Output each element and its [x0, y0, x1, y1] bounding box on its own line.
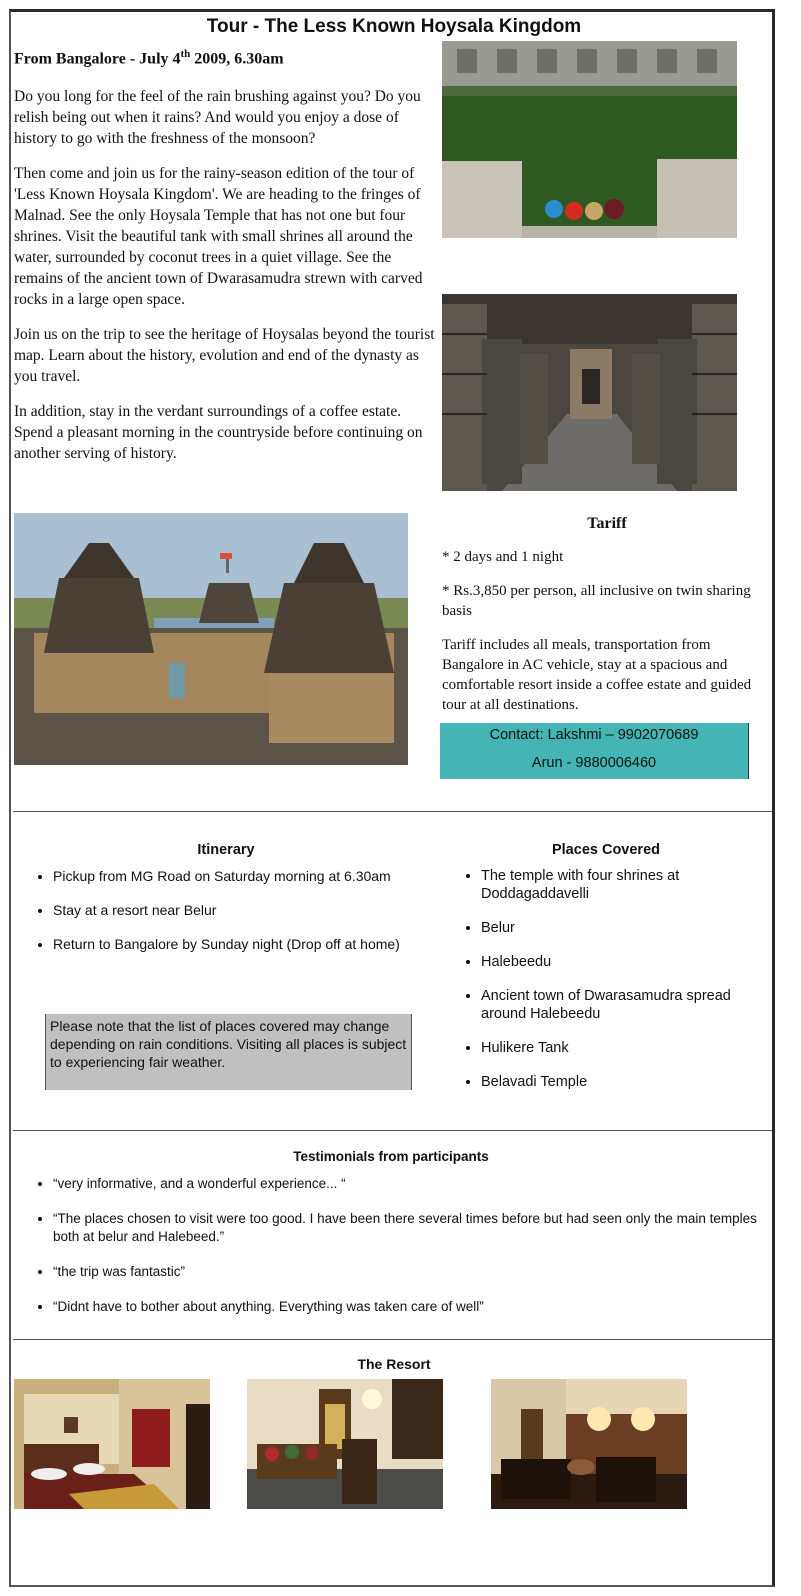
subhead-year-time: 2009, 6.30am: [190, 50, 284, 68]
itinerary-item: • Stay at a resort near Belur: [53, 901, 441, 919]
tour-page: [9, 9, 775, 1587]
itinerary-list: [11, 867, 441, 953]
section-divider: [13, 811, 772, 812]
temple-tank-photo: [442, 41, 737, 238]
intro-paragraph: Join us on the trip to see the heritage of Hoysalas beyond the tourist map. Learn about the history, evolution and end of the dynasty as you travel.: [14, 326, 435, 385]
place-item: • Hulikere Tank: [481, 1039, 771, 1057]
section-divider: [13, 1339, 772, 1340]
weather-note: Please note that the list of places covered may change depending on rain conditions. Visiting all places is subject to experiencing fair weather.: [45, 1014, 412, 1090]
tariff-section: [442, 515, 762, 715]
contact-box: [440, 723, 749, 779]
place-item: • Belur: [481, 919, 771, 937]
places-list: [441, 867, 771, 1091]
resort-bedroom-photo: [14, 1379, 210, 1509]
resort-heading: The Resort: [357, 1356, 431, 1372]
tariff-duration: * 2 days and 1 night: [442, 549, 564, 565]
intro-paragraph: In addition, stay in the verdant surroundings of a coffee estate. Spend a pleasant morning in the countryside before continuing on another serving of history.: [14, 403, 423, 462]
resort-lounge-photo: [247, 1379, 443, 1509]
places-covered-section: [441, 842, 771, 1107]
pillared-hall-photo: [442, 294, 737, 491]
testimonial-item: • “very informative, and a wonderful experience... “: [53, 1175, 771, 1193]
itinerary-item: • Return to Bangalore by Sunday night (Drop off at home): [53, 935, 441, 953]
itinerary-item: • Pickup from MG Road on Saturday morning at 6.30am: [53, 867, 441, 885]
testimonial-item: • “the trip was fantastic”: [53, 1263, 771, 1281]
contact-lakshmi: Contact: Lakshmi – 9902070689: [489, 727, 699, 743]
testimonial-item: • “The places chosen to visit were too good. I have been there several times before but had seen only the main temples both at belur and Halebeed.”: [53, 1210, 771, 1246]
page-title: Tour - The Less Known Hoysala Kingdom: [206, 16, 582, 37]
testimonial-item: • “Didnt have to bother about anything. Everything was taken care of well”: [53, 1298, 771, 1316]
tariff-inclusions: Tariff includes all meals, transportation from Bangalore in AC vehicle, stay at a spacious and comfortable resort inside a coffee estate and guided tour at all destinations.: [442, 637, 752, 713]
tariff-heading: Tariff: [587, 515, 627, 532]
contact-arun: Arun - 9880006460: [531, 755, 657, 771]
four-shrine-temple-photo: [14, 513, 408, 765]
place-item: • Belavadi Temple: [481, 1073, 771, 1091]
testimonials-list: [11, 1175, 771, 1316]
intro-paragraph: Then come and join us for the rainy-season edition of the tour of 'Less Known Hoysala Kingdom'. We are heading to the fringes of Malnad. See the only Hoysala Temple that has not one but four shrines. Visit the beautiful tank with small shrines all around the water, surrounded by coconut trees in a quiet village. See the remains of the ancient town of Dwarasamudra strewn with carved rocks in a large open space.: [14, 165, 423, 308]
itinerary-heading: Itinerary: [197, 842, 255, 858]
intro-paragraph: Do you long for the feel of the rain brushing against you? Do you relish being out when it rains? And would you enjoy a dose of history to go with the freshness of the monsoon?: [14, 88, 421, 147]
place-item: • Halebeedu: [481, 953, 771, 971]
intro-text: [14, 86, 439, 464]
subhead-text: From Bangalore - July 4: [14, 50, 181, 68]
section-divider: [13, 1130, 772, 1131]
place-item: • Ancient town of Dwarasamudra spread around Halebeedu: [481, 987, 771, 1023]
place-item: • The temple with four shrines at Doddagaddavelli: [481, 867, 771, 903]
places-heading: Places Covered: [551, 842, 660, 858]
testimonials-heading: Testimonials from participants: [293, 1149, 489, 1164]
itinerary-section: [11, 842, 441, 969]
testimonials-section: [11, 1149, 771, 1316]
resort-sitting-area-photo: [491, 1379, 687, 1509]
tariff-price: * Rs.3,850 per person, all inclusive on twin sharing basis: [442, 583, 751, 619]
subhead-ordinal: th: [180, 48, 191, 60]
tour-date-subheading: [14, 48, 284, 68]
